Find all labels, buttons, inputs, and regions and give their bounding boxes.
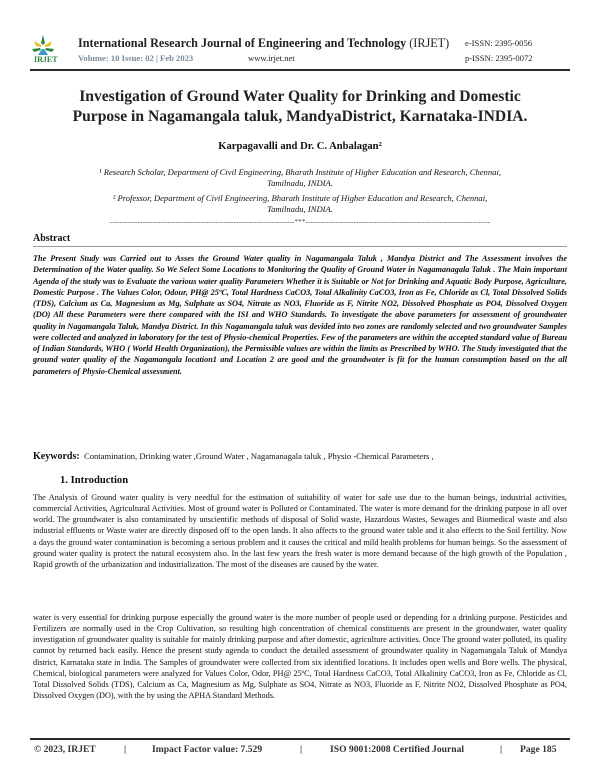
journal-header: [0, 0, 600, 72]
keywords-text: Contamination, Drinking water ,Ground Water , Nagamanagala taluk , Physio -Chemical Parameters ,: [83, 451, 434, 461]
abstract-heading: Abstract: [33, 233, 71, 244]
footer-iso: ISO 9001:2008 Certified Journal: [330, 744, 465, 755]
journal-name: International Research Journal of Engineering and Technology (IRJET): [78, 36, 450, 50]
footer-divider: [30, 738, 570, 740]
keywords: [33, 451, 573, 462]
affiliation-2: ² Professor, Department of Civil Engineering, Bharath Institute of Higher Education and Research, Chennai, Tamilnadu, INDIA.: [112, 193, 488, 215]
abstract-rule: [33, 246, 567, 247]
footer-page-number: Page 185: [520, 744, 557, 755]
footer-divider-3: |: [500, 744, 503, 755]
introduction-paragraph-1: The Analysis of Ground water quality is very needful for the estimation of suitability of water for safe use due to the human beings, industrial activities, commercial Activities, Agricultural Activities. Most of ground water is Polluted or Contaminated. The water is more demand for the drinking purpose in all over world. The groundwater is also contaminated by unscientific methods of disposal of Solid waste, Hazardous Wastes, Sewages and Biomedical waste and also industrial effluents or Waste water are directly disposed off to the open lands. It also affects to the ground water table and it also effects to the Soil fertility. Now a days the ground water contamination is becoming a serious problem and it causes the critical and mild health problems for human beings. So the assessment of ground water quality is protect the natural ecosystem also. In the last few years the fresh water is more demand because of the high growth of the Population , Rapid growth of the urbanization and industrialization. The most of the diseases are caused by the water.: [33, 493, 567, 569]
paper-authors: Karpagavalli and Dr. C. Anbalagan²: [218, 141, 382, 152]
volume-info: Volume: 10 Issue: 02 | Feb 2023: [78, 53, 194, 63]
header-divider: [30, 69, 570, 71]
introduction-paragraph-2: water is very essential for drinking purpose especially the ground water is the more number of people used or depending for a drinking purpose. Pesticides and Fertilizers are normally used in the Crop Cultivation, so resulting high concentration of chemical constituents are present in the groundwater, water quality investigation of groundwater quality is suitable for mainly drinking purpose and after domestic, agriculture activities. Once The ground water polluted, its quality cannot by returned back easily. Hence the present study agenda to conduct the detailed assessment of groundwater quality in Nagamangala Taluk of Mandya district, Karnataka state in India. The Samples of groundwater were collected from six identified locations. It includes open wells and Bore wells. The physical, Chemical, biological parameters were analyzed for Values Color, Odor, PH@ 25ºC, Total Hardness CaCO3, Total Alkalinity CaCO3, Iron as Fe, Chloride as Cl, Total Dissolved Solids (TDS), Calcium as Ca, Magnesium as Mg, Sulphate as SO4, Nitrate as NO3, Fluoride as F, Nitrite NO2, Dissolved Phosphate as PO4, Dissolved Oxygen (DO), with the by using the APHA Standard Methods.: [33, 613, 567, 701]
p-issn: p-ISSN: 2395-0072: [465, 53, 533, 63]
section-separator: -------------------------------------------------------------------------***-------------------------------------------------------------------------: [109, 218, 491, 226]
logo-text: IRJET: [34, 55, 58, 64]
footer-divider-1: |: [124, 744, 127, 755]
affiliation-1: ¹ Research Scholar, Department of Civil Engineering, Bharath Institute of Higher Education and Research, Chennai, Tamilnadu, INDIA.: [99, 167, 501, 189]
journal-abbr: (IRJET): [409, 36, 450, 50]
introduction-heading: 1. Introduction: [60, 475, 129, 486]
keywords-label: Keywords:: [33, 451, 80, 462]
abstract-text: The Present Study was Carried out to Asses the Ground Water quality in Nagamangala Taluk , Mandya District and The Assessment involves the Determination of the Water quality. So We Select Some Locations to Monitoring the Quality of Ground Water in Nagamanagala Taluk . The Main important Agenda of the study was to Evaluate the various water quality Parameters Whether it is Suitable or Not for Drinking and Aquatic Body Purpose, Agriculture, Domestic Purpose . The Values Color, Odour, PH@ 25ºC, Total Hardness CaCO3, Total Alkalinity CaCO3, Iron as Fe, Chloride as Cl, Total Dissolved Solids (TDS), Calcium as Ca, Magnesium as Mg, Sulphate as SO4, Nitrate as NO3, Fluoride as F, Nitrite NO2, Dissolved Phosphate as PO4, Dissolved Oxygen (DO) All these Parameters were there compared with the ISI and WHO Standards. To investigate the above parameters for assessment of groundwater quality in Nagamangala Taluk, Mandya District. In this Nagamangala taluk was devided into two zones are randomly selected and two groundwater Samples were collected and analyzed in laboratory for the test of Physio-chemical Properties. Few of the parameters are within the accepted standard value of Bureau of Indian Standards, WHO ( World Health Organization), the Permissible values are within the limits as Prescribed by WHO. The Study investigated that the ground water quality of the Nagamangala location1 and Location 2 are good and the groundwater is fit for the human consumption based on the all parameters of Physio-Chemical assessment.: [33, 254, 567, 376]
footer-copyright: © 2023, IRJET: [34, 744, 96, 755]
footer-impact-factor: Impact Factor value: 7.529: [152, 744, 263, 755]
e-issn: e-ISSN: 2395-0056: [465, 38, 533, 48]
paper-title: Investigation of Ground Water Quality for Drinking and Domestic Purpose in Nagamangala taluk, MandyaDistrict, Karnataka-INDIA.: [72, 88, 528, 125]
journal-website: www.irjet.net: [248, 53, 295, 63]
footer-divider-2: |: [300, 744, 303, 755]
